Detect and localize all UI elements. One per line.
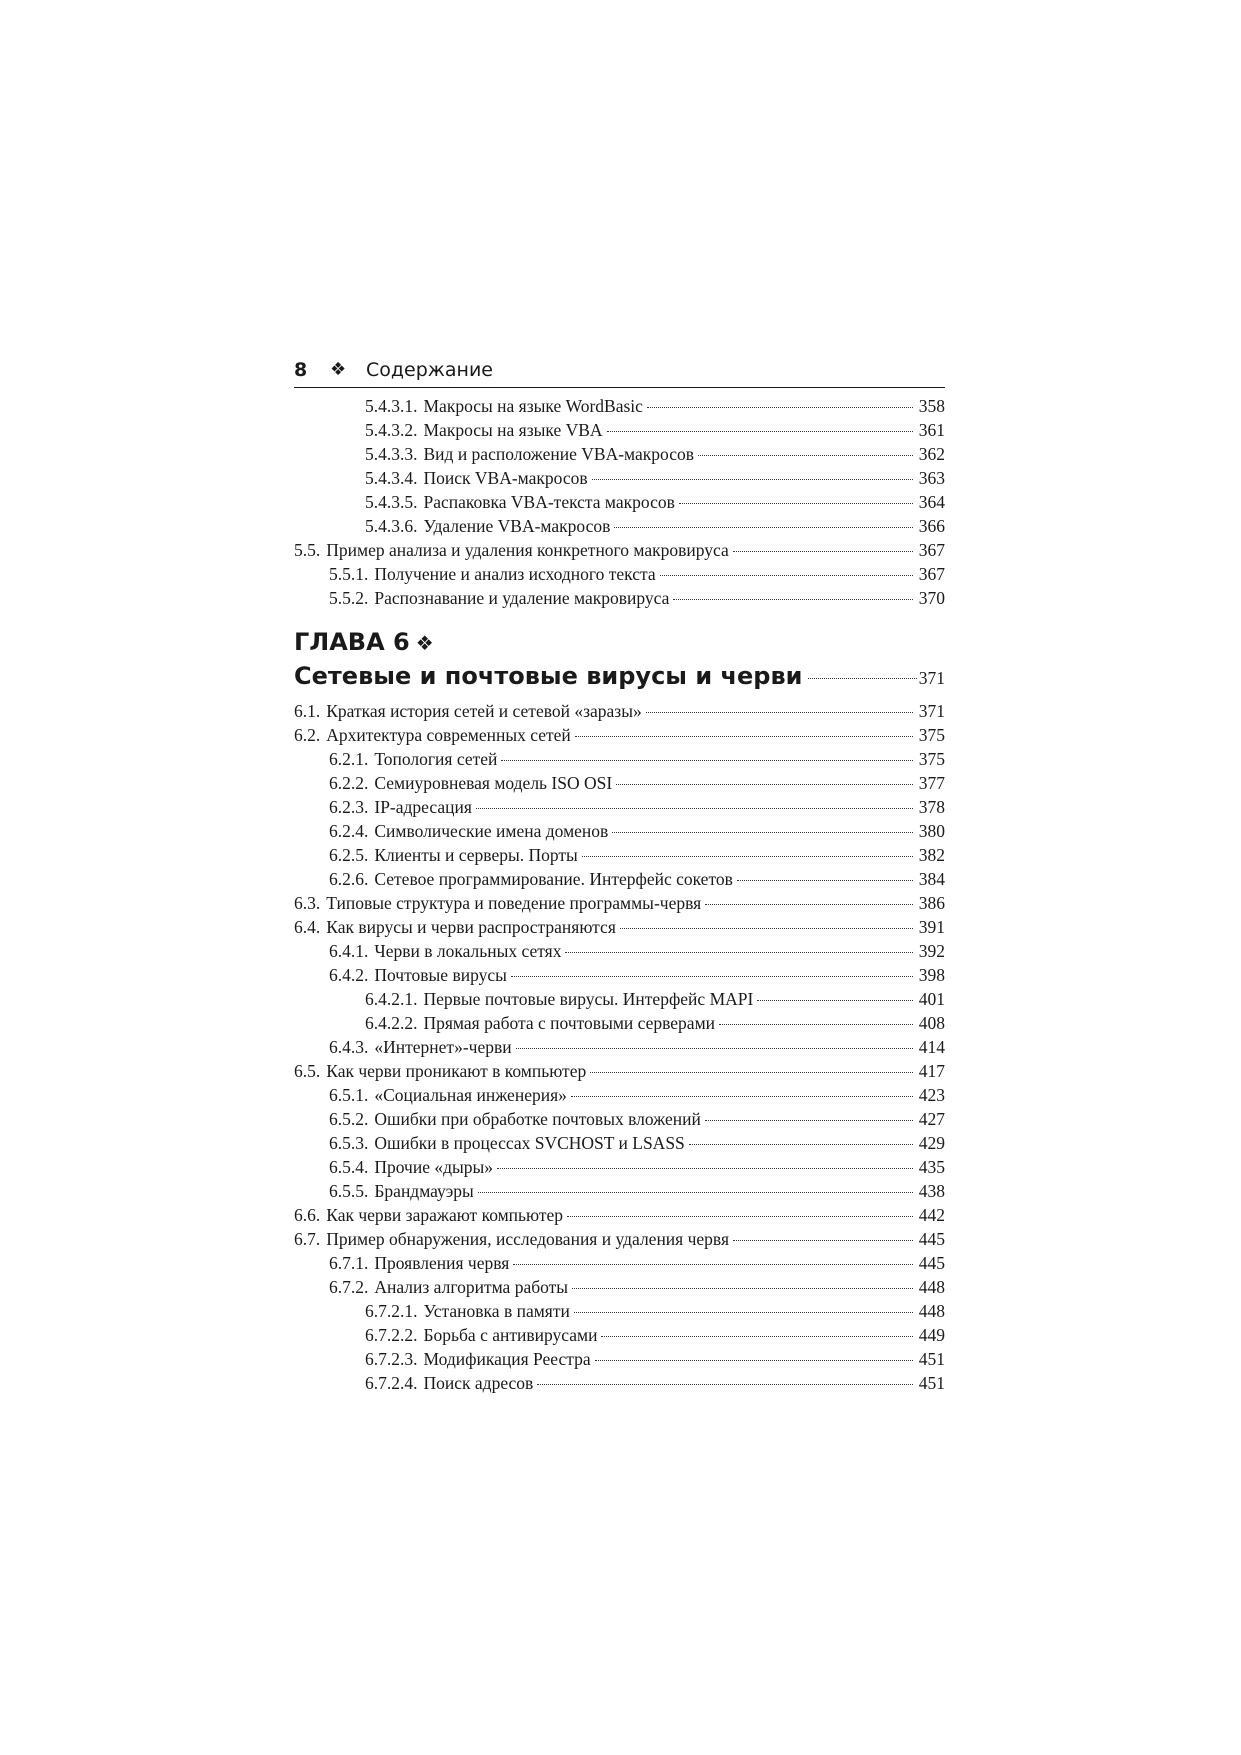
dot-leader — [537, 1383, 913, 1385]
toc-entry[interactable] — [294, 819, 945, 843]
chapter-title: Сетевые и почтовые вирусы и черви — [294, 662, 803, 690]
toc-entry-number: 6.4. — [294, 917, 321, 937]
toc-entry-number: 6.2.6. — [329, 869, 369, 889]
toc-entry[interactable] — [294, 1227, 945, 1251]
chapter-heading — [294, 626, 945, 693]
toc-entry-title: «Социальная инженерия» — [374, 1085, 567, 1105]
toc-entry[interactable] — [294, 394, 945, 418]
toc-entry-page: 398 — [918, 965, 945, 985]
toc-entry[interactable] — [294, 1083, 945, 1107]
page-number: 8 — [294, 359, 308, 381]
toc-entry[interactable] — [294, 915, 945, 939]
toc-entry-title: Распаковка VBA-текста макросов — [423, 492, 675, 512]
toc-entry-number: 6.1. — [294, 701, 321, 721]
toc-entry-number: 6.4.2.2. — [365, 1013, 418, 1033]
toc-entry-page: 423 — [918, 1085, 945, 1105]
dot-leader — [590, 1071, 913, 1073]
toc-entry[interactable] — [294, 1131, 945, 1155]
toc-entry-page: 375 — [918, 725, 945, 745]
dot-leader — [513, 1263, 913, 1265]
toc-entry-title: Символические имена доменов — [374, 821, 609, 841]
toc-entry[interactable] — [294, 1323, 945, 1347]
toc-entry[interactable] — [294, 795, 945, 819]
dot-leader — [719, 1023, 913, 1025]
toc-entry[interactable] — [294, 699, 945, 723]
toc-entry[interactable] — [294, 1011, 945, 1035]
toc-entry-page: 438 — [918, 1181, 945, 1201]
toc-entry[interactable] — [294, 939, 945, 963]
toc-entry-title: Прямая работа с почтовыми серверами — [423, 1013, 716, 1033]
toc-entry-number: 6.5.3. — [329, 1133, 369, 1153]
chapter-title-row[interactable] — [294, 659, 945, 693]
toc-entry-page: 392 — [918, 941, 945, 961]
toc-entry-page: 366 — [918, 516, 945, 536]
toc-entry-number: 6.5.1. — [329, 1085, 369, 1105]
toc-entry[interactable] — [294, 867, 945, 891]
toc-entry[interactable] — [294, 1371, 945, 1395]
toc-entry[interactable] — [294, 586, 945, 610]
toc-entry-title: Как черви проникают в компьютер — [326, 1061, 587, 1081]
dot-leader — [574, 1311, 913, 1313]
toc-entry-page: 370 — [918, 588, 945, 608]
toc-entry-number: 6.5.5. — [329, 1181, 369, 1201]
dot-leader — [612, 831, 913, 833]
toc-entry-number: 5.4.3.1. — [365, 396, 418, 416]
toc-entry-page: 414 — [918, 1037, 945, 1057]
toc-entry-number: 6.5. — [294, 1061, 321, 1081]
toc-entry-title: Получение и анализ исходного текста — [374, 564, 656, 584]
toc-entry-title: Почтовые вирусы — [374, 965, 507, 985]
dot-leader — [679, 502, 913, 504]
toc-entry-page: 442 — [918, 1205, 945, 1225]
toc-entry[interactable] — [294, 1251, 945, 1275]
toc-entry-title: Проявления червя — [374, 1253, 510, 1273]
toc-entry-page: 417 — [918, 1061, 945, 1081]
dot-leader — [646, 711, 913, 713]
toc-entry-number: 6.7.2. — [329, 1277, 369, 1297]
toc-entry-page: 445 — [918, 1229, 945, 1249]
toc-entry-number: 5.4.3.4. — [365, 468, 418, 488]
dot-leader — [614, 526, 913, 528]
toc-entry-page: 358 — [918, 396, 945, 416]
toc-entry-title: Распознавание и удаление макровируса — [374, 588, 670, 608]
chapter-number: ГЛАВА 6 — [294, 628, 410, 656]
dot-leader — [601, 1335, 913, 1337]
toc-entry-title: Первые почтовые вирусы. Интерфейс MAPI — [423, 989, 754, 1009]
toc-entry-page: 449 — [918, 1325, 945, 1345]
toc-entry-page: 371 — [918, 701, 945, 721]
toc-entry-page: 378 — [918, 797, 945, 817]
toc-entry-title: Топология сетей — [374, 749, 498, 769]
toc-entry-number: 6.7.2.1. — [365, 1301, 418, 1321]
toc-entry-title: Сетевое программирование. Интерфейс сокетов — [374, 869, 733, 889]
dot-leader — [595, 1359, 913, 1361]
toc-entry-page: 367 — [918, 564, 945, 584]
toc-entry-page: 363 — [918, 468, 945, 488]
dot-leader — [511, 975, 913, 977]
toc-entry-title: Черви в локальных сетях — [374, 941, 562, 961]
toc-entry-page: 451 — [918, 1349, 945, 1369]
toc-entry-title: Анализ алгоритма работы — [374, 1277, 569, 1297]
toc-entry[interactable] — [294, 490, 945, 514]
dot-leader — [737, 879, 913, 881]
toc-entry[interactable] — [294, 747, 945, 771]
toc-entry[interactable] — [294, 514, 945, 538]
toc-entry[interactable] — [294, 442, 945, 466]
toc-entry[interactable] — [294, 1347, 945, 1371]
dot-leader — [660, 574, 913, 576]
toc-entry-title: Модификация Реестра — [423, 1349, 591, 1369]
toc-entry-page: 448 — [918, 1301, 945, 1321]
toc-entry[interactable] — [294, 1107, 945, 1131]
toc-entry-page: 445 — [918, 1253, 945, 1273]
toc-entry[interactable] — [294, 843, 945, 867]
dot-leader — [647, 406, 913, 408]
toc-entry-title: Борьба с антивирусами — [423, 1325, 598, 1345]
toc-entry-title: Ошибки при обработке почтовых вложений — [374, 1109, 701, 1129]
toc-entry[interactable] — [294, 1203, 945, 1227]
toc-entry-page: 382 — [918, 845, 945, 865]
toc-entry-title: Семиуровневая модель ISO OSI — [374, 773, 613, 793]
toc-entry-number: 6.2.1. — [329, 749, 369, 769]
dot-leader — [572, 1287, 913, 1289]
toc-entry-number: 6.2.5. — [329, 845, 369, 865]
dot-leader — [582, 855, 913, 857]
dot-leader — [607, 430, 913, 432]
dot-leader — [497, 1167, 913, 1169]
toc-entry-number: 5.4.3.6. — [365, 516, 418, 536]
toc-entry-number: 5.5. — [294, 540, 321, 560]
dot-leader — [565, 951, 913, 953]
toc-entry[interactable] — [294, 1155, 945, 1179]
toc-entry-number: 6.2.2. — [329, 773, 369, 793]
dot-leader — [705, 1119, 913, 1121]
toc-entry-page: 448 — [918, 1277, 945, 1297]
toc-entry[interactable] — [294, 987, 945, 1011]
toc-chapter-list — [294, 699, 945, 1395]
toc-entry-page: 380 — [918, 821, 945, 841]
toc-entry-title: Поиск VBA-макросов — [423, 468, 588, 488]
toc-entry-number: 5.5.1. — [329, 564, 369, 584]
toc-entry-title: Макросы на языке WordBasic — [423, 396, 643, 416]
toc-entry-title: Вид и расположение VBA-макросов — [423, 444, 694, 464]
toc-entry-number: 6.2. — [294, 725, 321, 745]
toc-entry-number: 6.5.2. — [329, 1109, 369, 1129]
toc-entry-title: Прочие «дыры» — [374, 1157, 494, 1177]
toc-entry-number: 6.6. — [294, 1205, 321, 1225]
toc-entry[interactable] — [294, 562, 945, 586]
toc-entry-number: 6.3. — [294, 893, 321, 913]
toc-entry-number: 6.7.1. — [329, 1253, 369, 1273]
toc-entry-page: 377 — [918, 773, 945, 793]
toc-entry-title: Типовые структура и поведение программы-червя — [326, 893, 702, 913]
dot-leader — [757, 999, 913, 1001]
toc-entry[interactable] — [294, 963, 945, 987]
toc-entry-number: 6.5.4. — [329, 1157, 369, 1177]
dot-leader — [476, 807, 913, 809]
toc-entry-title: Пример анализа и удаления конкретного макровируса — [326, 540, 729, 560]
toc-entry-number: 6.7. — [294, 1229, 321, 1249]
chapter-page-number: 371 — [918, 668, 945, 688]
toc-entry-page: 429 — [918, 1133, 945, 1153]
toc-entry[interactable] — [294, 723, 945, 747]
toc-entry[interactable] — [294, 538, 945, 562]
toc-entry-title: Пример обнаружения, исследования и удаления червя — [326, 1229, 729, 1249]
ornament-icon: ❖ — [415, 631, 434, 655]
toc-entry-number: 6.2.3. — [329, 797, 369, 817]
toc-entry[interactable] — [294, 1035, 945, 1059]
toc-entry[interactable] — [294, 891, 945, 915]
toc-entry-number: 5.4.3.2. — [365, 420, 418, 440]
toc-entry-number: 6.7.2.2. — [365, 1325, 418, 1345]
toc-entry-page: 367 — [918, 540, 945, 560]
toc-entry-title: Клиенты и серверы. Порты — [374, 845, 578, 865]
toc-entry-title: Архитектура современных сетей — [326, 725, 571, 745]
dot-leader — [698, 454, 913, 456]
dot-leader — [567, 1215, 913, 1217]
dot-leader — [501, 759, 913, 761]
toc-entry-page: 386 — [918, 893, 945, 913]
toc-entry-page: 384 — [918, 869, 945, 889]
toc-entry-page: 361 — [918, 420, 945, 440]
dot-leader — [575, 735, 913, 737]
toc-entry-title: Как вирусы и черви распространяются — [326, 917, 616, 937]
toc-entry-page: 364 — [918, 492, 945, 512]
toc-entry-title: IP-адресация — [374, 797, 472, 817]
dot-leader — [516, 1047, 913, 1049]
dot-leader — [616, 783, 913, 785]
toc-entry-page: 362 — [918, 444, 945, 464]
toc-entry-page: 435 — [918, 1157, 945, 1177]
toc-entry-number: 6.7.2.4. — [365, 1373, 418, 1393]
toc-entry-title: Брандмауэры — [374, 1181, 474, 1201]
running-title: Содержание — [366, 359, 493, 381]
dot-leader — [733, 1239, 913, 1241]
chapter-label — [294, 626, 945, 659]
toc-entry-title: Установка в памяти — [423, 1301, 570, 1321]
toc-entry-page: 375 — [918, 749, 945, 769]
toc-entry[interactable] — [294, 466, 945, 490]
toc-entry-number: 5.4.3.5. — [365, 492, 418, 512]
toc-entry-title: Как черви заражают компьютер — [326, 1205, 564, 1225]
toc-entry-page: 408 — [918, 1013, 945, 1033]
dot-leader — [620, 927, 913, 929]
toc-continued-list — [294, 394, 945, 610]
toc-entry-title: Ошибки в процессах SVCHOST и LSASS — [374, 1133, 685, 1153]
toc-entry-number: 5.5.2. — [329, 588, 369, 608]
toc-entry-number: 5.4.3.3. — [365, 444, 418, 464]
toc-entry-number: 6.4.2.1. — [365, 989, 418, 1009]
dot-leader — [592, 478, 913, 480]
dot-leader — [705, 903, 913, 905]
toc-entry-number: 6.4.1. — [329, 941, 369, 961]
toc-entry[interactable] — [294, 1179, 945, 1203]
dot-leader — [808, 677, 916, 679]
toc-entry-number: 6.4.3. — [329, 1037, 369, 1057]
dot-leader — [673, 598, 913, 600]
dot-leader — [733, 550, 913, 552]
ornament-icon: ❖ — [330, 359, 347, 380]
toc-entry-number: 6.7.2.3. — [365, 1349, 418, 1369]
toc-entry-page: 451 — [918, 1373, 945, 1393]
toc-entry-page: 401 — [918, 989, 945, 1009]
toc-entry-number: 6.2.4. — [329, 821, 369, 841]
dot-leader — [478, 1191, 913, 1193]
page-header — [294, 353, 945, 388]
toc-entry[interactable] — [294, 418, 945, 442]
toc-entry-title: «Интернет»-черви — [374, 1037, 512, 1057]
dot-leader — [571, 1095, 913, 1097]
toc-entry-title: Поиск адресов — [423, 1373, 534, 1393]
toc-entry[interactable] — [294, 1299, 945, 1323]
dot-leader — [689, 1143, 913, 1145]
toc-entry[interactable] — [294, 1275, 945, 1299]
toc-entry-title: Удаление VBA-макросов — [423, 516, 611, 536]
toc-entry[interactable] — [294, 1059, 945, 1083]
toc-entry[interactable] — [294, 771, 945, 795]
toc-entry-title: Краткая история сетей и сетевой «заразы» — [326, 701, 642, 721]
toc-entry-title: Макросы на языке VBA — [423, 420, 603, 440]
toc-entry-page: 391 — [918, 917, 945, 937]
toc-entry-number: 6.4.2. — [329, 965, 369, 985]
toc-entry-page: 427 — [918, 1109, 945, 1129]
